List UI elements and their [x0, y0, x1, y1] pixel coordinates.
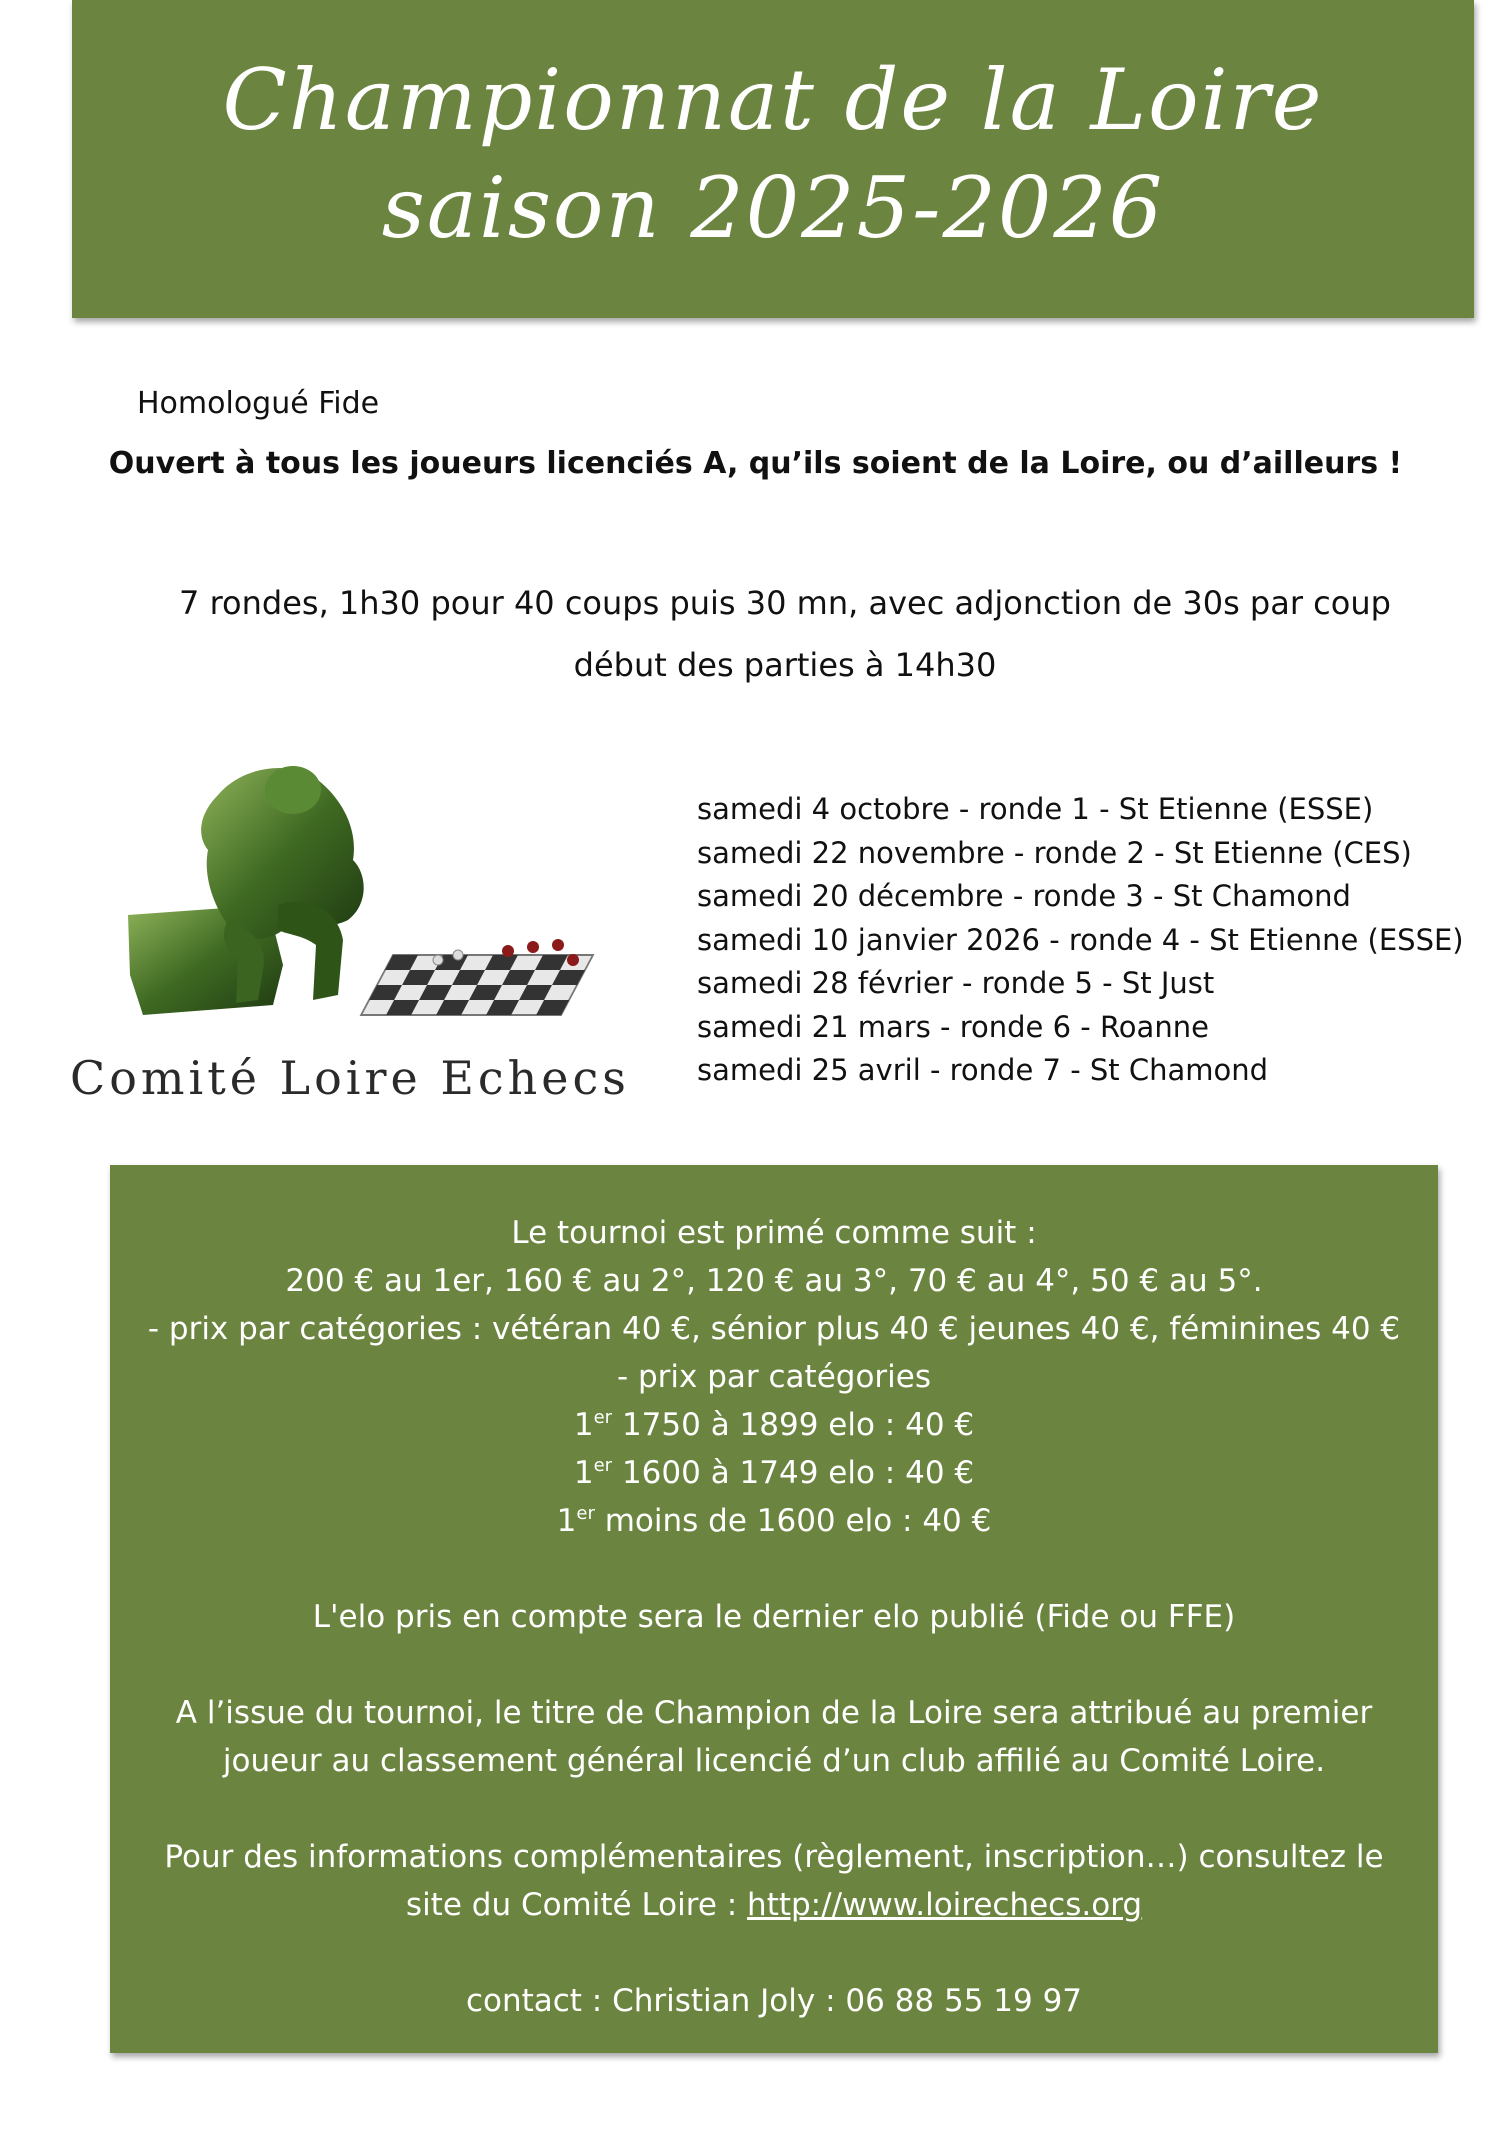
- rounds-info: [0, 572, 1511, 696]
- schedule-item: samedi 10 janvier 2026 - ronde 4 - St Etienne (ESSE): [697, 922, 1464, 957]
- prize-categories: - prix par catégories : vétéran 40 €, sénior plus 40 € jeunes 40 €, féminines 40 €: [147, 1311, 1401, 1347]
- elo-prize-3: [110, 1497, 1438, 1545]
- open-to-all-text: Ouvert à tous les joueurs licenciés A, qu’ils soient de la Loire, ou d’ailleurs !: [108, 446, 1403, 481]
- info-text-1: Pour des informations complémentaires (règlement, inscription…) consultez le: [164, 1839, 1384, 1875]
- title-line-1: Championnat de la Loire: [222, 51, 1324, 149]
- elo-note: L'elo pris en compte sera le dernier elo publié (Fide ou FFE): [312, 1599, 1236, 1635]
- prize-box: [110, 1165, 1438, 2053]
- ordinal-suffix: er: [593, 1407, 613, 1428]
- champion-text-2: joueur au classement général licencié d’un club affilié au Comité Loire.: [222, 1743, 1326, 1779]
- round-schedule: [697, 788, 1464, 1093]
- schedule-item: samedi 22 novembre - ronde 2 - St Etienne (CES): [697, 835, 1412, 870]
- contact-text: contact : Christian Joly : 06 88 55 19 97: [465, 1983, 1083, 2019]
- prize-intro: Le tournoi est primé comme suit :: [511, 1215, 1037, 1251]
- elo-range: 1600 à 1749 elo : 40 €: [612, 1455, 975, 1491]
- elo-rank: 1: [573, 1455, 594, 1491]
- elo-range: moins de 1600 elo : 40 €: [594, 1503, 992, 1539]
- schedule-item: samedi 25 avril - ronde 7 - St Chamond: [697, 1053, 1269, 1087]
- elo-rank: 1: [573, 1407, 594, 1443]
- schedule-item: samedi 4 octobre - ronde 1 - St Etienne (ESSE): [697, 792, 1374, 826]
- elo-rank: 1: [556, 1503, 577, 1539]
- website-link[interactable]: http://www.loirechecs.org: [747, 1887, 1143, 1923]
- info-text-2: [110, 1881, 1438, 1929]
- champion-text-1: A l’issue du tournoi, le titre de Champion de la Loire sera attribué au premier: [175, 1695, 1373, 1731]
- elo-prize-1: [110, 1401, 1438, 1449]
- title-banner: [72, 0, 1474, 318]
- prize-places: 200 € au 1er, 160 € au 2°, 120 € au 3°, 70 € au 4°, 50 € au 5°.: [285, 1263, 1263, 1299]
- schedule-item: samedi 20 décembre - ronde 3 - St Chamond: [697, 879, 1351, 913]
- schedule-item: samedi 21 mars - ronde 6 - Roanne: [697, 1009, 1209, 1044]
- elo-range: 1750 à 1899 elo : 40 €: [612, 1407, 975, 1443]
- title-line-2: saison 2025-2026: [381, 159, 1165, 257]
- schedule-item: samedi 28 février - ronde 5 - St Just: [697, 966, 1215, 1000]
- rounds-format-text: 7 rondes, 1h30 pour 40 coups puis 30 mn, avec adjonction de 30s par coup: [179, 584, 1391, 622]
- info-prefix: site du Comité Loire :: [405, 1887, 748, 1923]
- ordinal-suffix: er: [576, 1503, 595, 1524]
- homologation-label: Homologué Fide: [137, 386, 380, 421]
- prize-categories-2: - prix par catégories: [616, 1359, 932, 1395]
- start-time-text: début des parties à 14h30: [573, 646, 997, 684]
- ordinal-suffix: er: [593, 1455, 613, 1476]
- elo-prize-2: [110, 1449, 1438, 1497]
- logo-text: Comité Loire Echecs: [70, 1051, 630, 1105]
